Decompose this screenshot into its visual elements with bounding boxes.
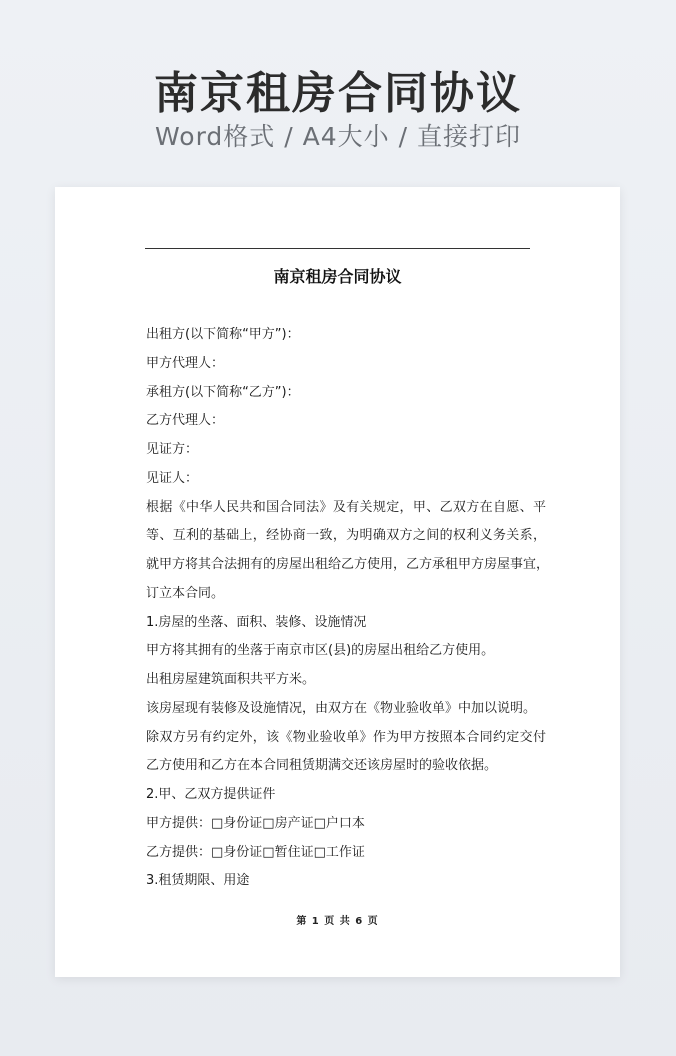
body-line: 订立本合同。	[146, 585, 225, 601]
body-line: 3.租赁期限、用途	[146, 873, 250, 889]
banner-title: 南京租房合同协议	[154, 68, 522, 119]
body-line: 1.房屋的坐落、面积、装修、设施情况	[146, 614, 367, 630]
banner-subtitle: Word格式 / A4大小 / 直接打印	[155, 122, 521, 151]
document-body	[146, 321, 550, 896]
body-line: 见证人：	[146, 470, 199, 486]
body-line: 根据《中华人民共和国合同法》及有关规定，甲、乙双方在自愿、平	[146, 499, 546, 515]
document-title: 南京租房合同协议	[273, 267, 402, 286]
body-line: 乙方代理人：	[146, 413, 225, 429]
document-page	[55, 187, 620, 977]
body-line: 甲方将其拥有的坐落于南京市区(县)的房屋出租给乙方使用。	[146, 643, 495, 659]
body-line: 乙方提供：□身份证□暂住证□工作证	[146, 844, 365, 860]
body-line: 就甲方将其合法拥有的房屋出租给乙方使用，乙方承租甲方房屋事宜，	[146, 557, 550, 572]
page-number: 第 1 页 共 6 页	[296, 916, 379, 927]
body-line: 出租房屋建筑面积共平方米。	[146, 672, 316, 687]
header-rule	[145, 248, 530, 249]
body-line: 见证方：	[146, 442, 199, 457]
body-line: 甲方代理人：	[146, 355, 225, 371]
body-line: 除双方另有约定外，该《物业验收单》作为甲方按照本合同约定交付	[146, 729, 546, 745]
body-line: 乙方使用和乙方在本合同租赁期满交还该房屋时的验收依据。	[146, 758, 498, 774]
body-line: 该房屋现有装修及设施情况，由双方在《物业验收单》中加以说明。	[146, 700, 537, 716]
body-line: 出租方(以下简称“甲方”)：	[146, 327, 300, 342]
body-line: 2.甲、乙双方提供证件	[146, 787, 276, 802]
body-line: 承租方(以下简称“乙方”)：	[146, 384, 300, 400]
body-line: 甲方提供：□身份证□房产证□户口本	[146, 815, 365, 831]
body-line: 等、互利的基础上，经协商一致，为明确双方之间的权利义务关系，	[146, 528, 546, 544]
